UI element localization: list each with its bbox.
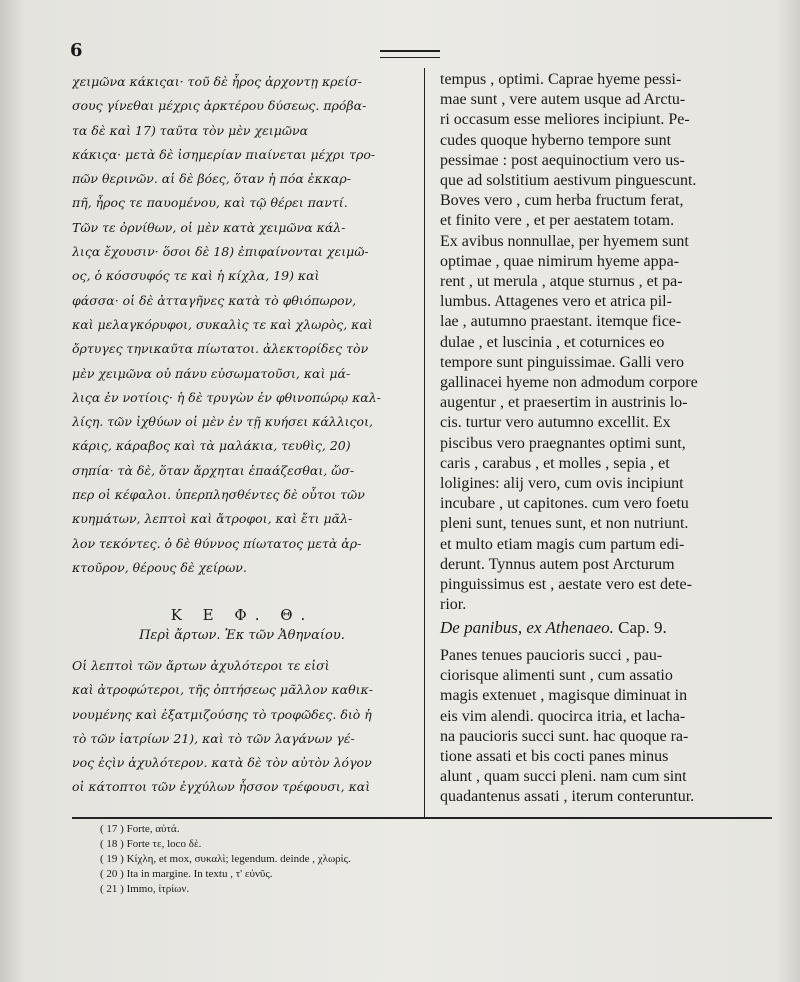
latin-text-line: mae sunt , vere autem usque ad Arctu-: [440, 91, 686, 109]
latin-chapter-heading: [440, 618, 770, 638]
latin-chapter-line: magis extenuet , magisque diminuat in: [440, 687, 688, 705]
greek-text-line: τα δὲ καὶ 17) ταῦτα τὸν μὲν χειμῶνα: [72, 122, 309, 138]
greek-text-line: κτοῦρον, θέρους δὲ χείρων.: [72, 559, 247, 575]
latin-text-line: optimae , quae nimirum hyeme appa-: [440, 252, 680, 270]
greek-text-line: κάκιςα· μετὰ δὲ ἰσημερίαν πιαίνεται μέχρι τρο-: [72, 146, 376, 162]
greek-text-line: χειμῶνα κάκιςαι· τοῦ δὲ ἦρος ἀρχοντῃ κρείσ-: [72, 74, 362, 89]
latin-text-column: [440, 70, 770, 615]
latin-text-line: Ex avibus nonnullae, per hyemem sunt: [440, 232, 689, 250]
greek-chapter-subheading: Περὶ ἄρτων. Ἐκ τῶν Ἀθηναίου.: [139, 628, 345, 643]
latin-chapter-title: De panibus, ex Athenaeo.: [440, 618, 614, 637]
greek-chapter-line: οἱ κάτοπτοι τῶν ἐγχύλων ἧσσον τρέφουσι, καὶ: [72, 779, 371, 795]
footnote: ( 19 ) Κίχλη, et mox, συκαλὶ; legendum. deinde , χλωρὶς.: [100, 853, 351, 865]
latin-text-line: tempus , optimi. Caprae hyeme pessi-: [440, 71, 682, 88]
latin-text-line: et finito vere , et per aestatem totam.: [440, 212, 675, 230]
latin-text-line: pessimae : post aequinoctium vero us-: [440, 151, 685, 169]
latin-text-line: pleni sunt, tenues sunt, et non nutriunt.: [440, 515, 689, 533]
latin-text-line: piscibus vero praegnantes optimi sunt,: [440, 434, 686, 452]
footnote: ( 17 ) Forte, αὐτά.: [100, 823, 180, 835]
greek-text-line: σηπία· τὰ δὲ, ὅταν ἄρχηται ἐπαάζεσθαι, ὥσ-: [72, 462, 355, 478]
latin-text-line: ri occasum esse meliores incipiunt. Pe-: [440, 111, 690, 129]
greek-text-line: ὄρτυγες τηνικαῦτα πίωτατοι. ἀλεκτορίδες τὸν: [72, 341, 369, 357]
latin-text-line: incubare , ut capitones. cum vero foetu: [440, 495, 689, 513]
latin-text-line: Boves vero , cum herba fructum ferat,: [440, 192, 684, 210]
greek-text-line: μὲν χειμῶνα οὐ πάνυ εὐσωματοῦσι, καὶ μά-: [72, 365, 351, 381]
latin-text-line: augentur , et praesertim in austrinis lo-: [440, 394, 688, 412]
greek-chapter-line: καὶ ἀτροφώτεροι, τῆς ὀπτήσεως μᾶλλον καθικ-: [72, 682, 373, 698]
greek-chapter-text: [72, 654, 412, 800]
greek-text-line: πῆ, ἦρος τε παυομένου, καὶ τῷ θέρει παντί.: [72, 195, 348, 211]
latin-chapter-line: alunt , quam succi pleni. nam cum sint: [440, 768, 687, 786]
greek-text-column: [72, 70, 412, 580]
greek-text-line: περ οἱ κέφαλοι. ὑπερπλησθέντες δὲ οὗτοι τῶν: [72, 487, 365, 503]
greek-text-line: καὶ μελαγκόρυφοι, συκαλὶς τε καὶ χλωρὸς, καὶ: [72, 316, 373, 332]
greek-text-line: φάσσα· οἱ δὲ ἀτταγῆνες κατὰ τὸ φθιόπωρον,: [72, 292, 357, 308]
greek-chapter-line: νος ἐςὶν ἀχυλότερον. κατὰ δὲ τὸν αὐτὸν λόγον: [72, 755, 372, 771]
latin-text-line: lae , autumno praestant. itemque fice-: [440, 313, 682, 331]
column-divider: [424, 68, 425, 818]
greek-text-line: κυημάτων, λεπτοὶ καὶ ἄτροφοι, καὶ ἔτι μᾶλ-: [72, 511, 353, 527]
greek-chapter-line: νουμένης καὶ ἐξατμιζούσης τὸ τροφῶδες. διὸ ἡ: [72, 706, 372, 722]
footnote: ( 21 ) Immo, ἰτρίων.: [100, 883, 190, 895]
latin-text-line: rent , ut merula , atque sturnus , et pa-: [440, 273, 683, 291]
greek-text-line: σους γίνεθαι μέχρις ἀρκτέρου δύσεως. πρόβα-: [72, 98, 367, 114]
latin-text-line: derunt. Tynnus autem post Arcturum: [440, 555, 675, 573]
greek-chapter-line: Οἱ λεπτοὶ τῶν ἄρτων ἀχυλότεροι τε εἰσὶ: [72, 658, 330, 673]
latin-chapter-line: Panes tenues paucioris succi , pau-: [440, 647, 663, 664]
greek-text-line: λιςα ἐν νοτίοις· ἡ δὲ τρυγὼν ἐν φθινοπώρῳ καλ-: [72, 389, 381, 405]
page-number: 6: [70, 40, 83, 61]
footnote: ( 18 ) Forte τε, loco δὲ.: [100, 838, 202, 850]
greek-text-line: λον τεκόντες. ὁ δὲ θύννος πίωτατος μετὰ ἀρ-: [72, 535, 362, 551]
latin-text-line: cudes quoque hyberno tempore sunt: [440, 131, 672, 149]
latin-text-line: dulae , et luscinia , et coturnices eo: [440, 333, 665, 351]
latin-chapter-line: tione assati et bis cocti panes minus: [440, 748, 669, 766]
latin-text-line: cis. turtur vero autumno excellit. Ex: [440, 414, 671, 432]
latin-text-line: pinguissimus est , aestate vero est dete-: [440, 576, 692, 594]
greek-text-line: Τῶν τε ὀρνίθων, οἱ μὲν κατὰ χειμῶνα κάλ-: [72, 219, 346, 235]
footnote-rule: [72, 817, 772, 819]
latin-text-line: caris , carabus , et molles , sepia , et: [440, 454, 670, 472]
footnotes: [100, 822, 760, 897]
latin-text-line: tempore sunt pinguissimae. Galli vero: [440, 353, 684, 371]
greek-chapter-line: τὸ τῶν ἰατρίων 21), καὶ τὸ τῶν λαγάνων γέ-: [72, 730, 355, 746]
latin-chapter-line: na paucioris succi sunt. hac quoque ra-: [440, 727, 689, 745]
greek-chapter-heading: Κ Ε Φ. Θ.: [170, 606, 314, 624]
latin-chapter-text: [440, 646, 770, 808]
latin-text-line: rior.: [440, 596, 467, 614]
greek-text-line: πῶν θερινῶν. αἱ δὲ βόες, ὅταν ἡ πόα ἐκκαρ-: [72, 171, 351, 187]
latin-chapter-line: quadantenus assati , iterum conteruntur.: [440, 788, 695, 806]
latin-chapter-line: ciorisque alimenti sunt , cum assatio: [440, 667, 673, 685]
latin-text-line: et multo etiam magis cum partum edi-: [440, 535, 685, 553]
latin-text-line: gallinacei hyeme non admodum corpore: [440, 374, 698, 392]
latin-chapter-number: Cap. 9.: [618, 618, 667, 637]
greek-text-line: κάρις, κάραβος καὶ τὰ μαλάκια, τευθὶς, 20): [72, 438, 351, 454]
latin-text-line: lumbus. Attagenes vero et atrica pil-: [440, 293, 672, 311]
greek-text-line: λίςη. τῶν ἰχθύων οἱ μὲν ἐν τῇ κυήσει κάλλιςοι,: [72, 414, 373, 430]
latin-text-line: que ad solstitium aestivum pinguescunt.: [440, 172, 697, 190]
greek-text-line: λιςα ἔχουσιν· ὅσοι δὲ 18) ἐπιφαίνονται χειμῶ-: [72, 244, 369, 260]
latin-text-line: loligines: alij vero, cum ovis incipiunt: [440, 475, 684, 493]
header-ornament: [380, 50, 440, 58]
latin-chapter-line: eis vim alendi. quocirca itria, et lacha-: [440, 707, 686, 725]
greek-text-line: ος, ὁ κόσσυφός τε καὶ ἡ κίχλα, 19) καὶ: [72, 268, 320, 284]
footnote: ( 20 ) Ita in margine. In textu , τ' εὐνῦς.: [100, 868, 273, 880]
